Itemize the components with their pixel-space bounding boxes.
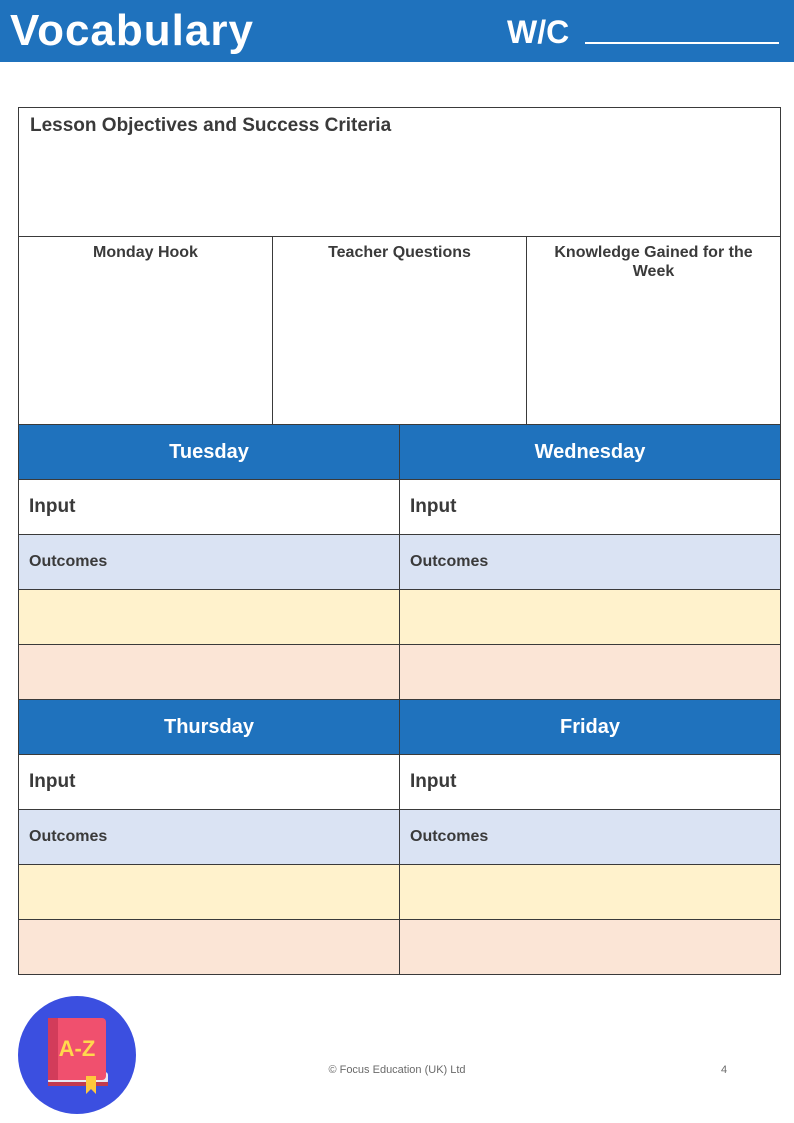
day-header-thursday: Thursday bbox=[19, 700, 400, 755]
tuesday-input: Input bbox=[19, 480, 400, 535]
tuesday-outcomes: Outcomes bbox=[19, 535, 400, 590]
day-header-row bbox=[19, 425, 781, 480]
wednesday-input: Input bbox=[400, 480, 781, 535]
thursday-outcomes: Outcomes bbox=[19, 810, 400, 865]
peach-row bbox=[19, 645, 781, 700]
friday-peach-cell bbox=[400, 920, 781, 975]
page-title: Vocabulary bbox=[10, 6, 254, 55]
day-header-friday: Friday bbox=[400, 700, 781, 755]
teacher-questions-label: Teacher Questions bbox=[328, 244, 471, 261]
wednesday-peach-cell bbox=[400, 645, 781, 700]
weekly-plan-grid bbox=[18, 424, 781, 975]
knowledge-gained-label: Knowledge Gained for the Week bbox=[554, 244, 753, 280]
page-number: 4 bbox=[721, 1064, 728, 1076]
knowledge-gained-box bbox=[526, 236, 781, 425]
wednesday-outcomes: Outcomes bbox=[400, 535, 781, 590]
a-z-book-icon bbox=[18, 996, 136, 1114]
week-commencing-line bbox=[585, 42, 779, 44]
yellow-row bbox=[19, 590, 781, 645]
peach-row bbox=[19, 920, 781, 975]
tuesday-peach-cell bbox=[19, 645, 400, 700]
footer-copyright: © Focus Education (UK) Ltd bbox=[328, 1064, 466, 1076]
input-row bbox=[19, 480, 781, 535]
week-commencing-label: W/C bbox=[507, 14, 570, 50]
objectives-label: Lesson Objectives and Success Criteria bbox=[30, 115, 392, 136]
day-header-row bbox=[19, 700, 781, 755]
tuesday-yellow-cell bbox=[19, 590, 400, 645]
friday-outcomes: Outcomes bbox=[400, 810, 781, 865]
day-header-wednesday: Wednesday bbox=[400, 425, 781, 480]
thursday-input: Input bbox=[19, 755, 400, 810]
outcomes-row bbox=[19, 810, 781, 865]
monday-hook-label: Monday Hook bbox=[93, 244, 198, 261]
logo-text: A-Z bbox=[58, 1036, 96, 1061]
thursday-yellow-cell bbox=[19, 865, 400, 920]
monday-hook-box bbox=[18, 236, 273, 425]
teacher-questions-box bbox=[272, 236, 527, 425]
day-header-tuesday: Tuesday bbox=[19, 425, 400, 480]
header-banner bbox=[0, 0, 794, 62]
outcomes-row bbox=[19, 535, 781, 590]
objectives-box bbox=[18, 107, 781, 237]
friday-yellow-cell bbox=[400, 865, 781, 920]
input-row bbox=[19, 755, 781, 810]
friday-input: Input bbox=[400, 755, 781, 810]
wednesday-yellow-cell bbox=[400, 590, 781, 645]
yellow-row bbox=[19, 865, 781, 920]
thursday-peach-cell bbox=[19, 920, 400, 975]
